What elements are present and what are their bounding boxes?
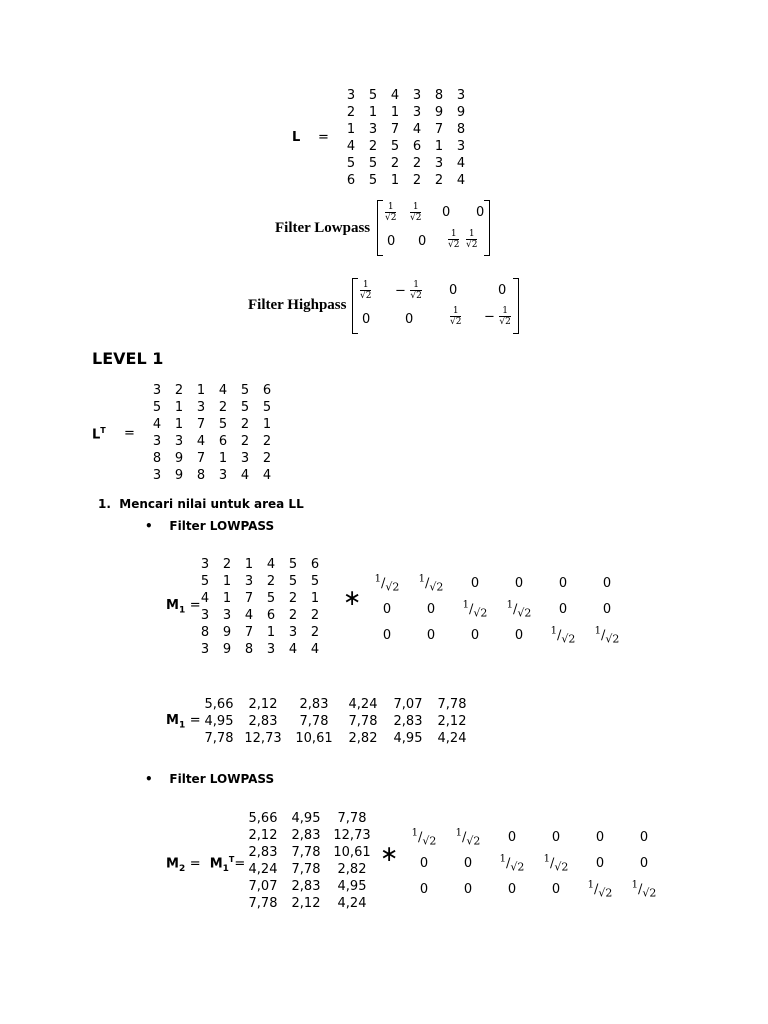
matrix-l-cell: 7 xyxy=(434,122,444,137)
m1-input-cell: 2 xyxy=(266,574,276,589)
highpass-right-bracket xyxy=(513,278,519,334)
matrix-l-cell: 8 xyxy=(434,88,444,103)
m1-result-cell: 2,82 xyxy=(348,731,378,746)
matrix-l-cell: 2 xyxy=(390,156,400,171)
matrix-lt-row xyxy=(146,467,278,484)
matrix-lt-cell: 3 xyxy=(152,468,162,483)
matrix-lt-cell: 4 xyxy=(218,383,228,398)
m1-input-cell: 2 xyxy=(310,625,320,640)
matrix-lt-cell: 3 xyxy=(174,434,184,449)
m1-input-cell: 1 xyxy=(244,557,254,572)
matrix-lt-cell: 2 xyxy=(240,417,250,432)
m1-input-cell: 4 xyxy=(244,608,254,623)
m1-input-cell: 4 xyxy=(310,642,320,657)
m1-input-cell: 9 xyxy=(222,642,232,657)
matrix-l-cell: 1 xyxy=(346,122,356,137)
m1-input-cell: 8 xyxy=(200,625,210,640)
lp2-cell: 0 xyxy=(463,855,473,871)
lp1-cell: $^1/_{√2}$ xyxy=(374,573,400,594)
m2-input-cell: 2,82 xyxy=(337,862,367,877)
m1-input-cell: 4 xyxy=(266,557,276,572)
highpass-r1-c1: $\frac{1}{√2}$ xyxy=(360,280,372,301)
highpass-r1-c4: 0 xyxy=(498,283,507,298)
lowpass-r2-c4: $\frac{1}{√2}$ xyxy=(466,229,478,250)
lp1-cell: 0 xyxy=(602,575,612,591)
matrix-lt-row xyxy=(146,450,278,467)
m1-input-cell: 3 xyxy=(200,642,210,657)
bullet-filter-lowpass-2: • Filter LOWPASS xyxy=(145,772,275,786)
lowpass-r1-c3: 0 xyxy=(442,205,451,220)
matrix-lt-cell: 8 xyxy=(196,468,206,483)
m1-input-row xyxy=(194,641,326,658)
lp1-cell: 0 xyxy=(470,575,480,591)
lp2-cell: 0 xyxy=(551,829,561,845)
m1-result-row xyxy=(200,713,474,730)
m1-input-row xyxy=(194,607,326,624)
m2-multiply-op: ∗ xyxy=(380,842,399,867)
lp2-cell: $^1/_{√2}$ xyxy=(455,827,481,848)
m1-input-cell: 8 xyxy=(244,642,254,657)
lp2-row xyxy=(402,850,666,876)
m1-input-cell: 3 xyxy=(288,625,298,640)
m2-lowpass-matrix xyxy=(402,824,666,902)
matrix-lt-cell: 2 xyxy=(240,434,250,449)
lp2-cell: $^1/_{√2}$ xyxy=(543,853,569,874)
lp1-cell: 0 xyxy=(382,627,392,643)
m2-input-cell: 7,78 xyxy=(291,845,321,860)
filter-highpass-label: Filter Highpass xyxy=(248,297,347,313)
m2-input-cell: 7,78 xyxy=(337,811,367,826)
matrix-l-cell: 5 xyxy=(368,173,378,188)
lowpass-left-bracket xyxy=(377,200,383,256)
lp2-cell: $^1/_{√2}$ xyxy=(631,879,657,900)
matrix-lt-cell: 1 xyxy=(196,383,206,398)
lowpass-right-bracket xyxy=(484,200,490,256)
m2-input-cell: 4,95 xyxy=(337,879,367,894)
m1-def-label: $M_1$ = xyxy=(166,598,201,616)
matrix-l-cell: 2 xyxy=(346,105,356,120)
m1-input-row xyxy=(194,556,326,573)
matrix-l-cell: 4 xyxy=(456,156,466,171)
m1-input-cell: 9 xyxy=(222,625,232,640)
matrix-l-cell: 6 xyxy=(412,139,422,154)
m2-input-cell: 7,78 xyxy=(248,896,278,911)
matrix-l-cell: 2 xyxy=(412,173,422,188)
m1-input-row xyxy=(194,624,326,641)
lp1-cell: 0 xyxy=(558,601,568,617)
matrix-l-row xyxy=(340,138,472,155)
matrix-lt-cell: 1 xyxy=(174,417,184,432)
matrix-l-cell: 9 xyxy=(434,105,444,120)
matrix-lt-cell: 2 xyxy=(262,451,272,466)
m2-input-matrix xyxy=(240,810,378,912)
matrix-lt-cell: 6 xyxy=(262,383,272,398)
matrix-l-row xyxy=(340,87,472,104)
m1-input-cell: 5 xyxy=(200,574,210,589)
m1-result-cell: 4,95 xyxy=(204,714,234,729)
matrix-l-cell: 5 xyxy=(390,139,400,154)
matrix-lt-cell: 1 xyxy=(218,451,228,466)
m1-input-cell: 4 xyxy=(200,591,210,606)
bullet-filter-lowpass-1: • Filter LOWPASS xyxy=(145,519,275,533)
m1-result-matrix xyxy=(200,696,474,747)
lp1-cell: 0 xyxy=(602,601,612,617)
matrix-l-cell: 3 xyxy=(412,88,422,103)
lp1-cell: 0 xyxy=(470,627,480,643)
lp1-cell: $^1/_{√2}$ xyxy=(506,599,532,620)
matrix-l-cell: 1 xyxy=(390,173,400,188)
lp1-row xyxy=(365,622,629,648)
lowpass-r1-c2: $\frac{1}{√2}$ xyxy=(410,202,422,223)
matrix-lt-cell: 9 xyxy=(174,468,184,483)
matrix-l-cell: 5 xyxy=(368,88,378,103)
m1-result-row xyxy=(200,730,474,747)
m1-result-cell: 5,66 xyxy=(204,697,234,712)
m2-input-row xyxy=(240,861,378,878)
matrix-lt-row xyxy=(146,433,278,450)
lp1-row xyxy=(365,570,629,596)
lowpass-r1-c4: 0 xyxy=(476,205,485,220)
lowpass-r2-c3: $\frac{1}{√2}$ xyxy=(448,229,460,250)
highpass-r1-c3: 0 xyxy=(449,283,458,298)
matrix-lt-cell: 8 xyxy=(152,451,162,466)
m1-input-cell: 3 xyxy=(200,608,210,623)
matrix-l-cell: 4 xyxy=(456,173,466,188)
m1-result-cell: 2,83 xyxy=(299,697,329,712)
filter-lowpass-label: Filter Lowpass xyxy=(275,220,371,236)
lp2-row xyxy=(402,876,666,902)
m1-lowpass-matrix xyxy=(365,570,629,648)
m2-input-cell: 5,66 xyxy=(248,811,278,826)
matrix-lt-cell: 3 xyxy=(218,468,228,483)
lp2-cell: 0 xyxy=(419,855,429,871)
lp2-cell: 0 xyxy=(419,881,429,897)
matrix-lt-cell: 5 xyxy=(152,400,162,415)
m2-input-cell: 4,24 xyxy=(248,862,278,877)
m1-result-cell: 2,83 xyxy=(393,714,423,729)
matrix-lt-cell: 7 xyxy=(196,417,206,432)
m1-input-cell: 1 xyxy=(222,574,232,589)
matrix-lt-label: $L^T$ xyxy=(92,426,106,443)
m1-input-cell: 7 xyxy=(244,591,254,606)
lp1-cell: 0 xyxy=(514,575,524,591)
m1-input-cell: 5 xyxy=(310,574,320,589)
highpass-r2-c3: $\frac{1}{√2}$ xyxy=(450,306,462,327)
lp2-cell: $^1/_{√2}$ xyxy=(411,827,437,848)
m1-input-cell: 4 xyxy=(288,642,298,657)
matrix-l-cell: 9 xyxy=(456,105,466,120)
m1-input-row xyxy=(194,573,326,590)
lp2-cell: 0 xyxy=(639,829,649,845)
lp1-cell: 0 xyxy=(426,627,436,643)
matrix-l-equals: = xyxy=(318,130,329,145)
matrix-lt-equals: = xyxy=(124,426,135,441)
matrix-l-cell: 3 xyxy=(346,88,356,103)
m2-input-row xyxy=(240,844,378,861)
matrix-lt-cell: 5 xyxy=(218,417,228,432)
matrix-l-row xyxy=(340,155,472,172)
lp1-cell: $^1/_{√2}$ xyxy=(594,625,620,646)
highpass-r1-c2: − $\frac{1}{√2}$ xyxy=(395,280,422,301)
lowpass-r2-c2: 0 xyxy=(418,234,427,249)
lp1-cell: 0 xyxy=(514,627,524,643)
matrix-l-cell: 3 xyxy=(456,139,466,154)
m2-input-row xyxy=(240,810,378,827)
matrix-l-cell: 4 xyxy=(390,88,400,103)
m2-input-cell: 10,61 xyxy=(333,845,371,860)
m2-input-row xyxy=(240,878,378,895)
lp1-cell: 0 xyxy=(426,601,436,617)
matrix-lt-cell: 6 xyxy=(218,434,228,449)
m1-input-matrix xyxy=(194,556,326,658)
matrix-l-cell: 6 xyxy=(346,173,356,188)
lowpass-r2-c1: 0 xyxy=(387,234,396,249)
matrix-lt-cell: 3 xyxy=(240,451,250,466)
matrix-l-cell: 2 xyxy=(368,139,378,154)
matrix-lt-cell: 4 xyxy=(196,434,206,449)
m1-input-cell: 3 xyxy=(222,608,232,623)
m2-input-cell: 7,78 xyxy=(291,862,321,877)
level-heading: LEVEL 1 xyxy=(92,349,164,368)
matrix-l-cell: 5 xyxy=(368,156,378,171)
matrix-l xyxy=(340,87,472,189)
m1-input-cell: 2 xyxy=(222,557,232,572)
lp1-cell: $^1/_{√2}$ xyxy=(418,573,444,594)
highpass-left-bracket xyxy=(352,278,358,334)
m2-input-row xyxy=(240,895,378,912)
lp1-cell: $^1/_{√2}$ xyxy=(462,599,488,620)
matrix-lt-cell: 2 xyxy=(218,400,228,415)
m1-result-label: $M_1$ = xyxy=(166,713,201,731)
m2-input-cell: 2,83 xyxy=(291,828,321,843)
m1-input-cell: 5 xyxy=(288,557,298,572)
matrix-l-cell: 1 xyxy=(368,105,378,120)
m1-result-cell: 10,61 xyxy=(295,731,333,746)
matrix-l-cell: 3 xyxy=(434,156,444,171)
m1-input-cell: 3 xyxy=(200,557,210,572)
lp2-cell: $^1/_{√2}$ xyxy=(499,853,525,874)
m1-result-cell: 7,07 xyxy=(393,697,423,712)
matrix-l-cell: 3 xyxy=(368,122,378,137)
highpass-r2-c4: − $\frac{1}{√2}$ xyxy=(484,306,511,327)
lp1-cell: 0 xyxy=(558,575,568,591)
matrix-l-label: L xyxy=(292,130,301,145)
matrix-lt-cell: 1 xyxy=(262,417,272,432)
matrix-l-cell: 2 xyxy=(412,156,422,171)
m1-input-cell: 7 xyxy=(244,625,254,640)
m1-input-cell: 2 xyxy=(310,608,320,623)
lp2-cell: 0 xyxy=(595,829,605,845)
m1-input-row xyxy=(194,590,326,607)
m1-result-cell: 4,24 xyxy=(348,697,378,712)
lp2-cell: 0 xyxy=(507,881,517,897)
m1-result-cell: 7,78 xyxy=(204,731,234,746)
m2-input-cell: 2,83 xyxy=(291,879,321,894)
matrix-lt-cell: 7 xyxy=(196,451,206,466)
m2-input-cell: 2,12 xyxy=(248,828,278,843)
matrix-l-cell: 4 xyxy=(346,139,356,154)
m2-input-cell: 2,83 xyxy=(248,845,278,860)
matrix-lt-cell: 5 xyxy=(262,400,272,415)
lp1-cell: $^1/_{√2}$ xyxy=(550,625,576,646)
m1-result-row xyxy=(200,696,474,713)
matrix-l-cell: 7 xyxy=(390,122,400,137)
m1-input-cell: 6 xyxy=(310,557,320,572)
m2-input-cell: 4,24 xyxy=(337,896,367,911)
m1-result-cell: 12,73 xyxy=(244,731,282,746)
m1-result-cell: 2,83 xyxy=(248,714,278,729)
matrix-l-cell: 4 xyxy=(412,122,422,137)
m1-input-cell: 6 xyxy=(266,608,276,623)
m1-input-cell: 2 xyxy=(288,608,298,623)
m2-def-label: $M_2 = M_1^T=$ xyxy=(166,855,246,874)
m1-result-cell: 7,78 xyxy=(437,697,467,712)
matrix-l-row xyxy=(340,104,472,121)
matrix-lt-cell: 5 xyxy=(240,400,250,415)
m1-multiply-op: ∗ xyxy=(343,586,362,611)
lp1-cell: 0 xyxy=(382,601,392,617)
m1-result-cell: 4,24 xyxy=(437,731,467,746)
lp2-cell: 0 xyxy=(639,855,649,871)
m1-result-cell: 7,78 xyxy=(348,714,378,729)
lowpass-r1-c1: $\frac{1}{√2}$ xyxy=(385,202,397,223)
lp2-cell: $^1/_{√2}$ xyxy=(587,879,613,900)
matrix-lt-cell: 9 xyxy=(174,451,184,466)
lp2-cell: 0 xyxy=(595,855,605,871)
m1-input-cell: 2 xyxy=(288,591,298,606)
matrix-l-cell: 3 xyxy=(412,105,422,120)
m1-input-cell: 5 xyxy=(266,591,276,606)
m1-input-cell: 5 xyxy=(288,574,298,589)
matrix-lt-cell: 3 xyxy=(152,434,162,449)
m2-input-cell: 7,07 xyxy=(248,879,278,894)
m1-result-cell: 2,12 xyxy=(437,714,467,729)
m1-input-cell: 3 xyxy=(266,642,276,657)
highpass-r2-c1: 0 xyxy=(362,312,371,327)
lp1-row xyxy=(365,596,629,622)
matrix-lt-cell: 3 xyxy=(196,400,206,415)
matrix-l-cell: 1 xyxy=(390,105,400,120)
matrix-lt-cell: 3 xyxy=(152,383,162,398)
m2-input-cell: 12,73 xyxy=(333,828,371,843)
matrix-lt xyxy=(146,382,278,484)
m1-result-cell: 7,78 xyxy=(299,714,329,729)
matrix-lt-cell: 4 xyxy=(240,468,250,483)
m2-input-row xyxy=(240,827,378,844)
m2-input-cell: 2,12 xyxy=(291,896,321,911)
matrix-lt-cell: 2 xyxy=(174,383,184,398)
lp2-row xyxy=(402,824,666,850)
matrix-l-cell: 5 xyxy=(346,156,356,171)
matrix-lt-cell: 1 xyxy=(174,400,184,415)
matrix-lt-cell: 4 xyxy=(152,417,162,432)
matrix-lt-row xyxy=(146,416,278,433)
lp2-cell: 0 xyxy=(551,881,561,897)
matrix-lt-cell: 2 xyxy=(262,434,272,449)
lp2-cell: 0 xyxy=(507,829,517,845)
m1-result-cell: 4,95 xyxy=(393,731,423,746)
matrix-lt-row xyxy=(146,382,278,399)
m1-input-cell: 1 xyxy=(310,591,320,606)
step-1: 1. Mencari nilai untuk area LL xyxy=(98,497,304,511)
matrix-lt-cell: 4 xyxy=(262,468,272,483)
matrix-l-cell: 1 xyxy=(434,139,444,154)
m2-input-cell: 4,95 xyxy=(291,811,321,826)
m1-input-cell: 1 xyxy=(222,591,232,606)
highpass-r2-c2: 0 xyxy=(405,312,414,327)
matrix-l-row xyxy=(340,121,472,138)
matrix-l-row xyxy=(340,172,472,189)
matrix-l-cell: 3 xyxy=(456,88,466,103)
matrix-lt-row xyxy=(146,399,278,416)
m1-input-cell: 3 xyxy=(244,574,254,589)
matrix-l-cell: 8 xyxy=(456,122,466,137)
lp2-cell: 0 xyxy=(463,881,473,897)
m1-input-cell: 1 xyxy=(266,625,276,640)
m1-result-cell: 2,12 xyxy=(248,697,278,712)
matrix-l-cell: 2 xyxy=(434,173,444,188)
matrix-lt-cell: 5 xyxy=(240,383,250,398)
